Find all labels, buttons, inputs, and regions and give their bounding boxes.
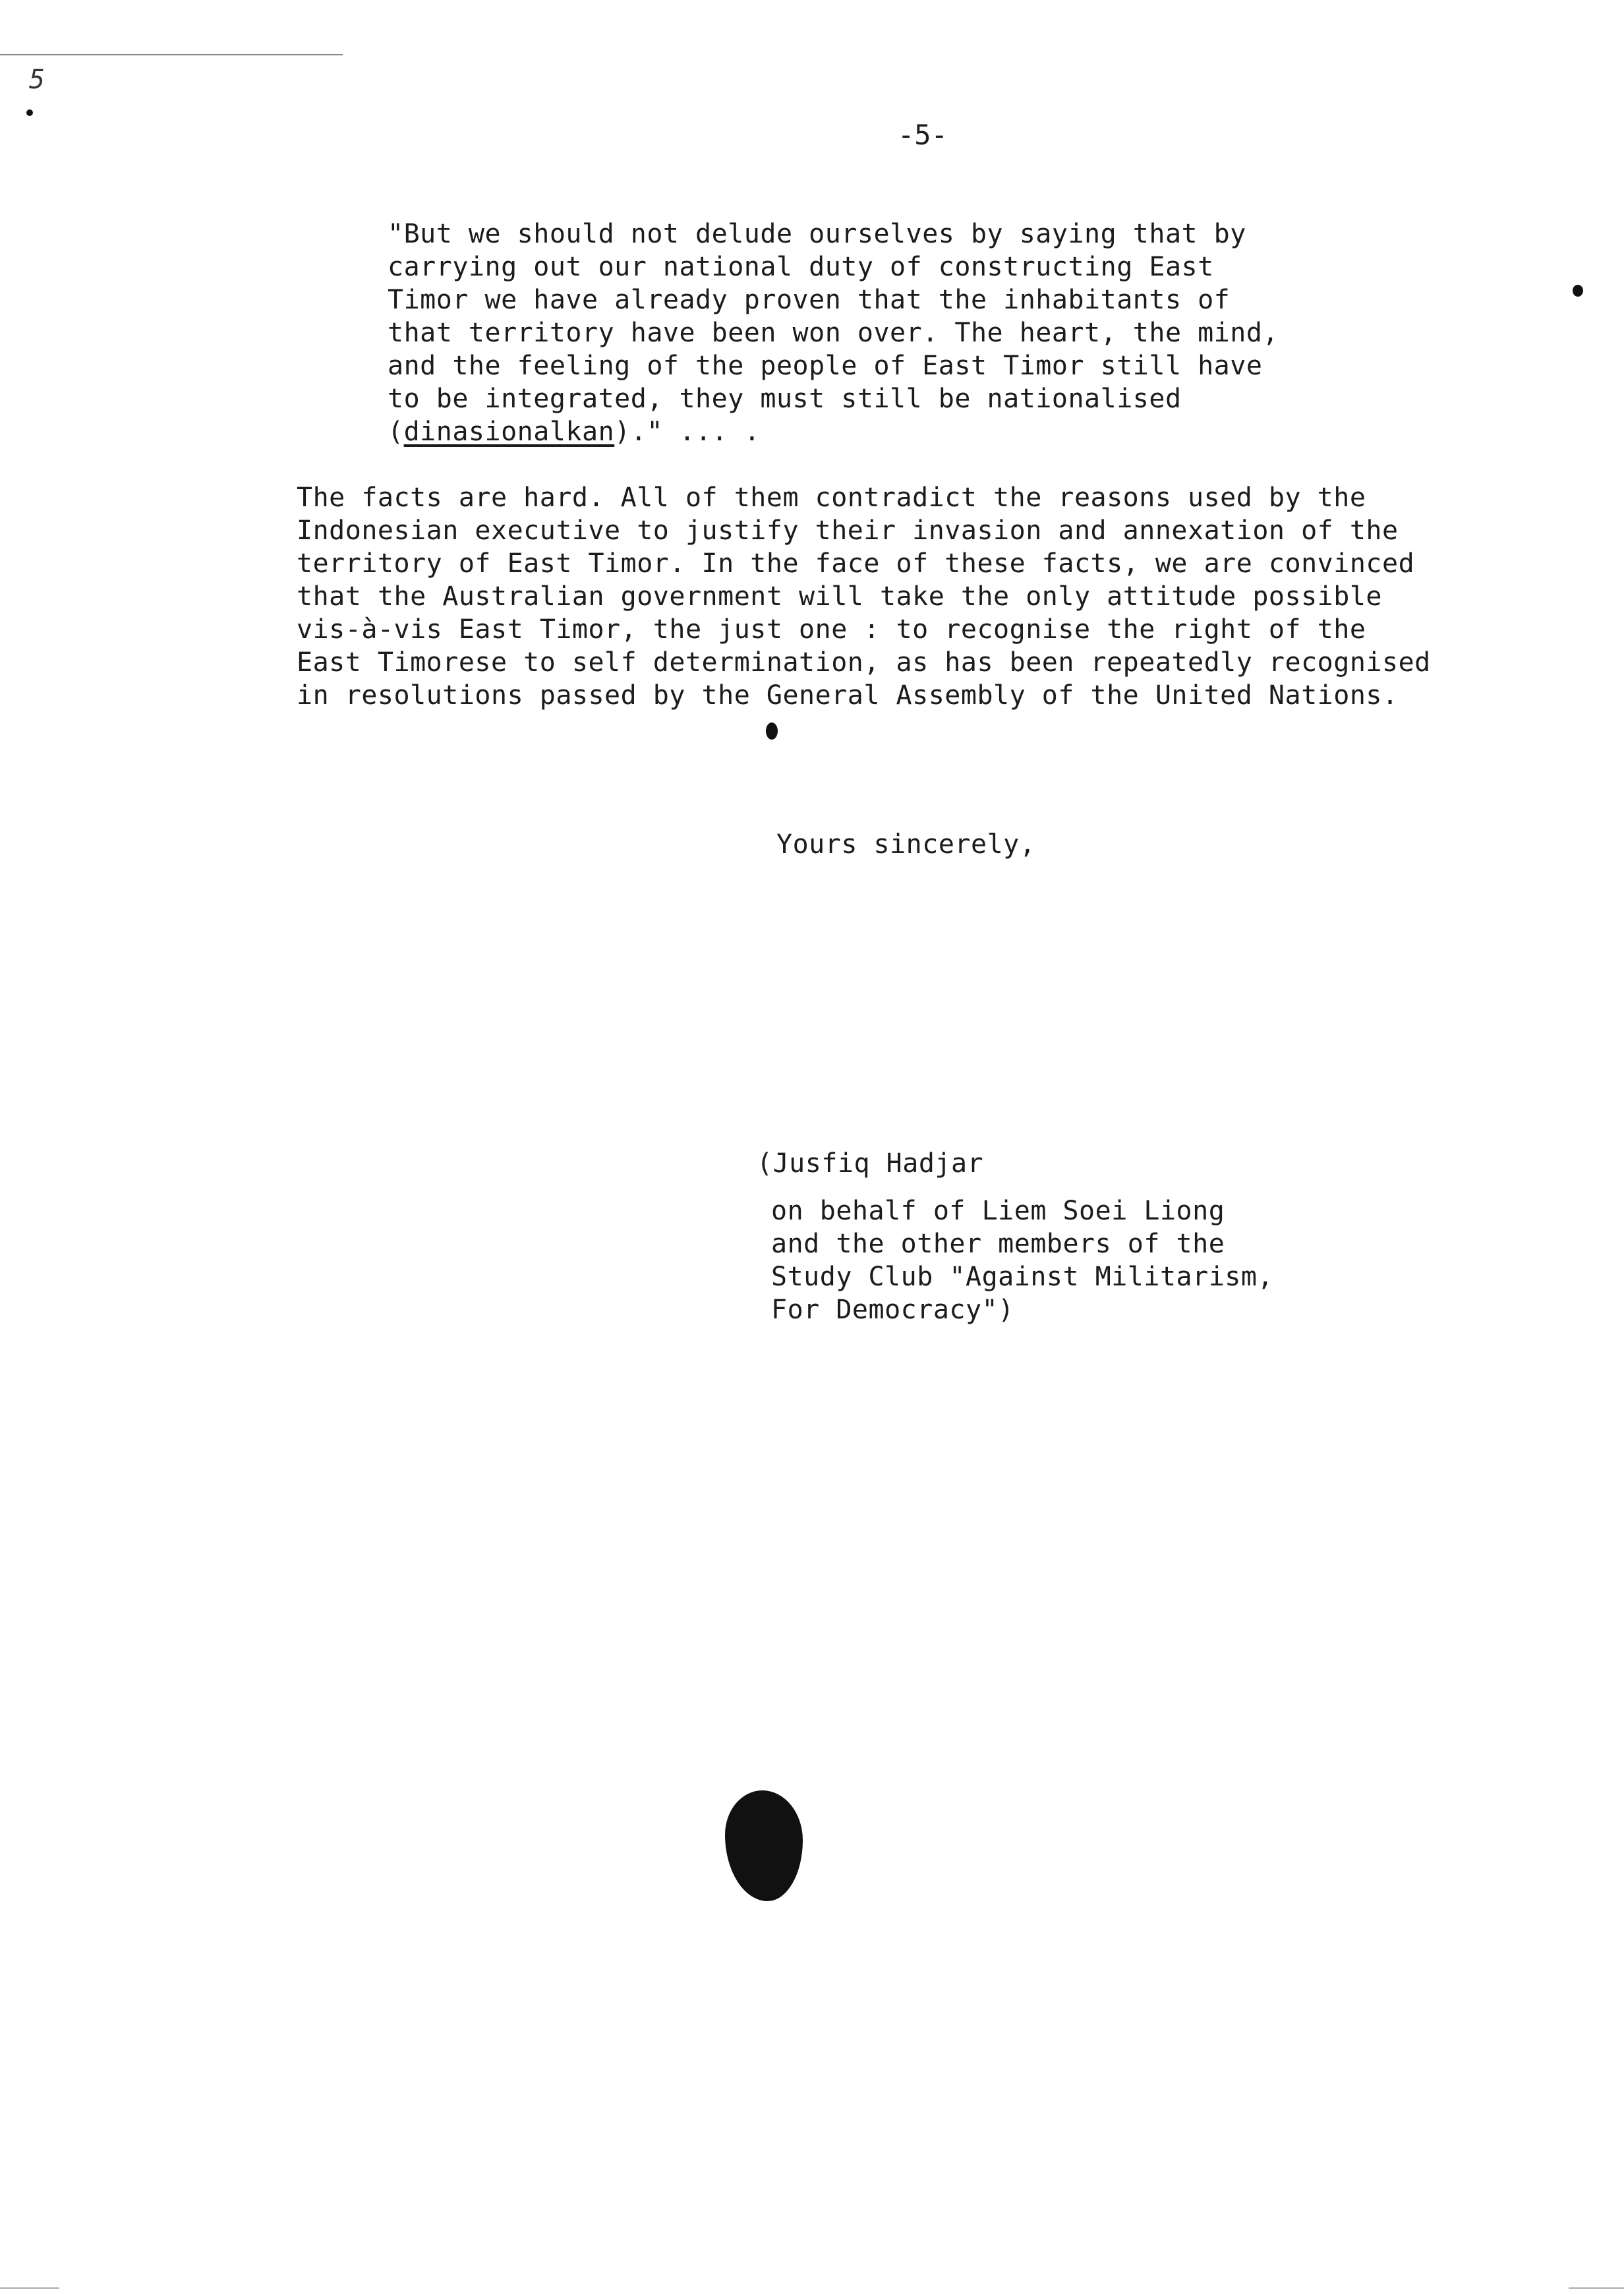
behalf-line: on behalf of Liem Soei Liong	[771, 1196, 1225, 1226]
body-line: in resolutions passed by the General Assembly of the United Nations.	[297, 680, 1399, 711]
body-line: vis-à-vis East Timor, the just one : to recognise the right of the	[297, 614, 1366, 645]
quoted-passage	[388, 218, 1279, 448]
quote-line: and the feeling of the people of East Timor still have	[388, 351, 1263, 381]
bottom-scan-rule	[0, 2287, 59, 2289]
ink-dot	[766, 722, 778, 740]
quote-line: "But we should not delude ourselves by saying that by	[388, 219, 1246, 249]
quote-line: Timor we have already proven that the inhabitants of	[388, 285, 1231, 315]
bottom-scan-rule	[1569, 2287, 1624, 2289]
on-behalf-block	[771, 1194, 1273, 1326]
quote-last-line: (dinasionalkan)." ... .	[388, 417, 761, 447]
underlined-term: dinasionalkan	[403, 417, 615, 447]
page-number: -5-	[898, 119, 948, 151]
signatory-name: (Jusfiq Hadjar	[757, 1148, 984, 1179]
closing-salutation: Yours sincerely,	[776, 829, 1036, 860]
behalf-line: Study Club "Against Militarism,	[771, 1262, 1274, 1292]
top-scan-rule	[0, 54, 343, 55]
margin-mark: 5	[29, 65, 45, 95]
ink-blot	[725, 1790, 803, 1901]
quote-line: carrying out our national duty of constructing East	[388, 252, 1214, 282]
quote-line: to be integrated, they must still be nationalised	[388, 384, 1182, 414]
body-line: East Timorese to self determination, as has been repeatedly recognised	[297, 647, 1431, 678]
ink-dot	[1573, 285, 1583, 297]
body-line: that the Australian government will take the only attitude possible	[297, 581, 1382, 612]
body-line: The facts are hard. All of them contradict the reasons used by the	[297, 483, 1366, 513]
ink-dot	[26, 109, 33, 116]
body-paragraph	[297, 481, 1431, 712]
quote-line: that territory have been won over. The heart, the mind,	[388, 318, 1279, 348]
behalf-line: and the other members of the	[771, 1229, 1225, 1259]
behalf-line: For Democracy")	[771, 1295, 1014, 1325]
body-line: Indonesian executive to justify their invasion and annexation of the	[297, 515, 1399, 546]
quote-closing: )." ... .	[614, 417, 761, 447]
body-line: territory of East Timor. In the face of these facts, we are convinced	[297, 548, 1415, 579]
